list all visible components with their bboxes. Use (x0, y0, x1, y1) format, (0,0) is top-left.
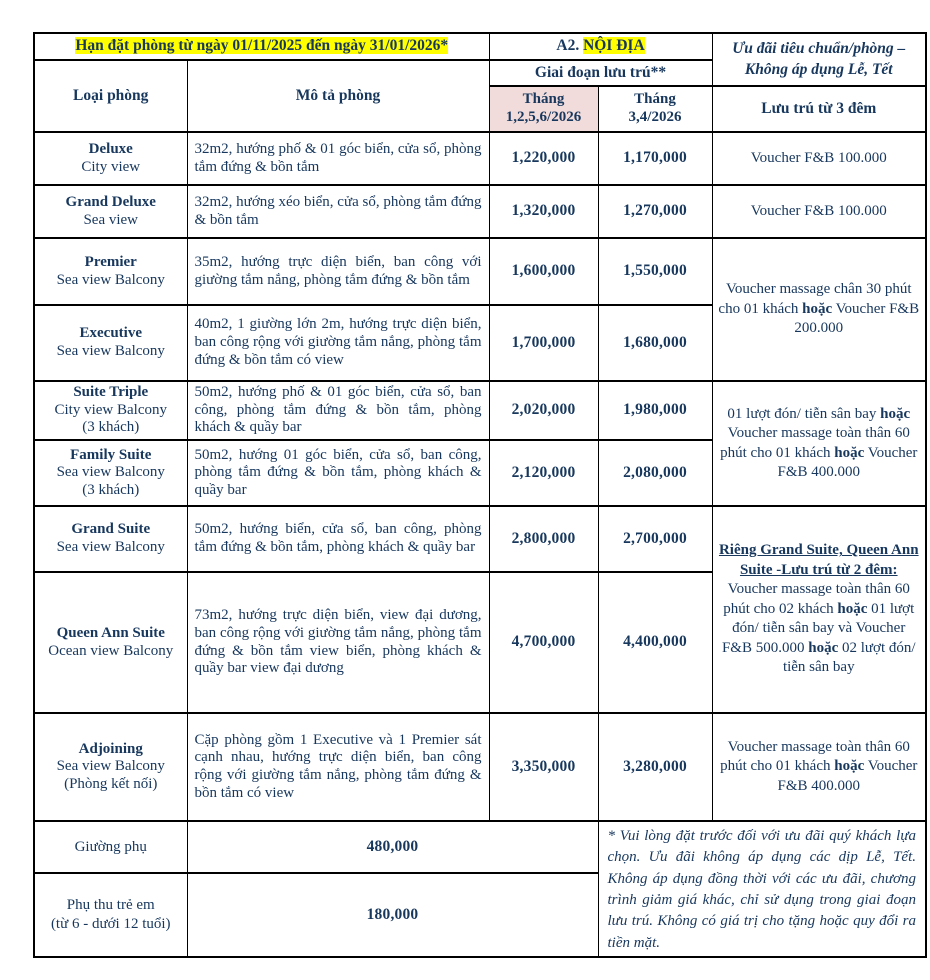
price-month-b-cell: 4,400,000 (598, 572, 712, 713)
room-desc-cell: 50m2, hướng phố & 01 góc biển, cửa sổ, ban công, phòng tắm đứng & bồn tắm, phòng khách & quầy bar (187, 381, 489, 440)
room-name-cell (34, 238, 187, 305)
room-name-cell (34, 305, 187, 381)
header-row-deadline (34, 33, 926, 60)
voucher-body: Voucher massage toàn thân 60 phút cho 02 khách hoặc 01 lượt đón/ tiễn sân bay và Voucher F&B 500.000 hoặc 02 lượt đón/ tiễn sân bay (721, 581, 916, 676)
price-month-a-cell: 1,700,000 (489, 305, 598, 381)
room-name: Premier (84, 253, 137, 270)
voucher-heading: Riêng Grand Suite, Queen Ann Suite -Lưu trú từ 2 đêm: (718, 542, 919, 578)
room-name: Executive (79, 325, 142, 342)
offer-title-line1: Ưu đãi tiêu chuẩn/phòng – (732, 39, 906, 57)
price-month-a-cell: 1,220,000 (489, 132, 598, 185)
section-prefix: A2. (556, 37, 584, 55)
voucher-cell-premier-executive: Voucher massage chân 30 phút cho 01 khách hoặc Voucher F&B 200.000 (712, 238, 926, 381)
price-month-b-cell: 1,270,000 (598, 185, 712, 238)
stay-period-header: Giai đoạn lưu trú** (489, 60, 712, 86)
room-view: Sea view (83, 211, 139, 228)
booking-deadline-text: Hạn đặt phòng từ ngày 01/11/2025 đến ngày 31/01/2026* (75, 37, 449, 55)
month-b-range: 3,4/2026 (628, 109, 682, 125)
extra-bed-price-cell: 480,000 (187, 821, 598, 873)
room-name: Suite Triple (73, 384, 149, 400)
room-view: Sea view Balcony (56, 464, 165, 481)
offer-title-cell (712, 33, 926, 86)
voucher-cell-grand-queen (712, 506, 926, 713)
booking-deadline-cell (34, 33, 489, 60)
table-row-premier (34, 238, 926, 305)
price-month-a-cell: 2,020,000 (489, 381, 598, 440)
room-desc-cell: 32m2, hướng xéo biển, cửa sổ, phòng tắm đứng & bồn tắm (187, 185, 489, 238)
room-price-table (33, 32, 927, 958)
room-desc-cell: Cặp phòng gồm 1 Executive và 1 Premier sát cạnh nhau, hướng trực diện biển, ban công rộng với giường tắm nắng, phòng tắm đứng & bồn tắm có view (187, 713, 489, 821)
price-month-a-cell: 2,120,000 (489, 440, 598, 506)
price-month-b-cell: 2,700,000 (598, 506, 712, 572)
room-name: Queen Ann Suite (56, 624, 165, 641)
child-surcharge-label: Phụ thu trẻ em (66, 896, 155, 913)
room-name-cell (34, 506, 187, 572)
extra-bed-label-cell: Giường phụ (34, 821, 187, 873)
price-month-b-cell: 2,080,000 (598, 440, 712, 506)
table-row-adjoining (34, 713, 926, 821)
room-view: City view Balcony (54, 401, 167, 418)
room-name: Grand Deluxe (65, 193, 156, 210)
price-month-b-cell: 1,980,000 (598, 381, 712, 440)
voucher-cell: Voucher F&B 100.000 (712, 132, 926, 185)
room-view: Sea view Balcony (56, 271, 165, 288)
room-view: City view (81, 158, 141, 175)
room-capacity: (3 khách) (82, 481, 140, 498)
room-name-cell (34, 572, 187, 713)
room-name: Deluxe (88, 140, 133, 157)
room-desc-cell: 40m2, 1 giường lớn 2m, hướng trực diện biển, ban công rộng với giường tắm nắng, phòng tắm đứng & bồn tắm có view (187, 305, 489, 381)
month-a-range: 1,2,5,6/2026 (505, 109, 582, 125)
room-view: Ocean view Balcony (48, 642, 174, 659)
table-row-grand-deluxe (34, 185, 926, 238)
price-sheet (33, 32, 925, 958)
room-desc-cell: 73m2, hướng trực diện biển, view đại dương, ban công rộng với giường tắm nắng, phòng tắm đứng & bồn tắm view biển, phòng khách & quầy bar view đại dương (187, 572, 489, 713)
footnote-cell: * Vui lòng đặt trước đối với ưu đãi quý khách lựa chọn. Ưu đãi không áp dụng các dịp Lễ, Tết. Không áp dụng đồng thời với các ưu đãi, chương trình giảm giá khác, chỉ sử dụng trong giai đoạn lưu trú. Không có giá trị cho tặng hoặc quy đổi ra tiền mặt. (598, 821, 926, 957)
room-desc-cell: 32m2, hướng phố & 01 góc biển, cửa sổ, phòng tắm đứng & bồn tắm (187, 132, 489, 185)
stay-min-header: Lưu trú từ 3 đêm (712, 86, 926, 132)
child-surcharge-label-cell (34, 873, 187, 956)
room-name-cell (34, 132, 187, 185)
section-cell (489, 33, 712, 60)
price-month-b-cell: 3,280,000 (598, 713, 712, 821)
description-col-header: Mô tả phòng (187, 60, 489, 132)
child-surcharge-age: (từ 6 - dưới 12 tuổi) (50, 916, 171, 933)
room-name: Adjoining (78, 740, 143, 757)
table-row-extra-bed (34, 821, 926, 873)
voucher-cell-adjoining: Voucher massage toàn thân 60 phút cho 01 khách hoặc Voucher F&B 400.000 (712, 713, 926, 821)
room-name-cell (34, 381, 187, 440)
voucher-cell: Voucher F&B 100.000 (712, 185, 926, 238)
room-name: Family Suite (70, 446, 152, 463)
voucher-cell-suite-family: 01 lượt đón/ tiễn sân bay hoặc Voucher massage toàn thân 60 phút cho 01 khách hoặc Voucher F&B 400.000 (712, 381, 926, 506)
room-type-col-header: Loại phòng (34, 60, 187, 132)
price-month-b-cell: 1,550,000 (598, 238, 712, 305)
month-b-header (598, 86, 712, 132)
room-view: Sea view Balcony (56, 758, 165, 775)
room-desc-cell: 50m2, hướng 01 góc biển, cửa sổ, ban công, phòng tắm đứng & bồn tắm, phòng khách & quầy bar (187, 440, 489, 506)
price-month-a-cell: 2,800,000 (489, 506, 598, 572)
price-month-a-cell: 3,350,000 (489, 713, 598, 821)
table-row-suite-triple (34, 381, 926, 440)
room-view: Sea view Balcony (56, 343, 165, 359)
child-surcharge-price-cell: 180,000 (187, 873, 598, 956)
price-month-a-cell: 1,600,000 (489, 238, 598, 305)
table-row-deluxe (34, 132, 926, 185)
month-a-header (489, 86, 598, 132)
month-a-word: Tháng (522, 91, 565, 108)
price-month-b-cell: 1,170,000 (598, 132, 712, 185)
offer-title-line2: Không áp dụng Lễ, Tết (744, 60, 893, 78)
section-highlight-text: NỘI ĐỊA (583, 37, 645, 55)
room-view: Sea view Balcony (56, 539, 165, 556)
month-b-word: Tháng (634, 91, 676, 108)
room-desc-cell: 35m2, hướng trực diện biển, ban công với giường tắm nắng, phòng tắm đứng & bồn tắm (187, 238, 489, 305)
price-month-b-cell: 1,680,000 (598, 305, 712, 381)
room-capacity: (Phòng kết nối) (64, 775, 158, 792)
price-month-a-cell: 4,700,000 (489, 572, 598, 713)
table-row-grand-suite (34, 506, 926, 572)
price-month-a-cell: 1,320,000 (489, 185, 598, 238)
room-name-cell (34, 185, 187, 238)
room-name-cell (34, 440, 187, 506)
room-desc-cell: 50m2, hướng biển, cửa sổ, ban công, phòng tắm đứng & bồn tắm, phòng khách & quầy bar (187, 506, 489, 572)
room-name: Grand Suite (71, 521, 151, 538)
room-capacity: (3 khách) (82, 419, 140, 436)
room-name-cell (34, 713, 187, 821)
